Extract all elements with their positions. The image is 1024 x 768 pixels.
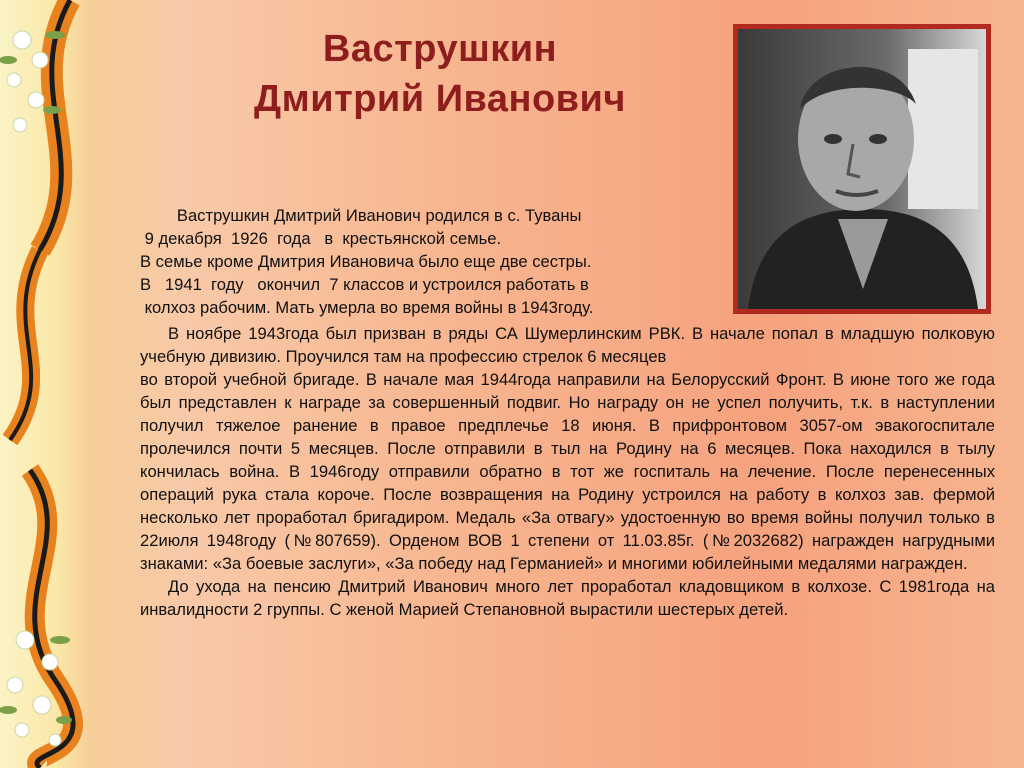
intro-line: В 1941 году окончил 7 классов и устроился работать в: [140, 275, 589, 294]
paragraph-service: В ноябре 1943года был призван в ряды СА Шумерлинским РВК. В начале попал в младшую полковую учебную дивизию. Проучился там на профессию стрелок 6 месяцев: [140, 324, 995, 366]
portrait-photo-icon: [738, 29, 986, 309]
intro-line: колхоз рабочим. Мать умерла во время войны в 1943году.: [140, 298, 594, 317]
title-surname: Ваструшкин: [322, 28, 558, 70]
biography-text: [140, 322, 995, 621]
page-title: [200, 24, 680, 124]
portrait-frame: [733, 24, 991, 314]
paragraph-war: во второй учебной бригаде. В начале мая 1944года направили на Белорусский Фронт. В июне того же года был представлен к награде за совершенный подвиг. Но награду он не успел получить, т.к. в наступлении получил тяжелое ранение в правое предплечье 18 июня. В прифронтовом 3057-ом эвакогоспитале пролечился почти 5 месяцев. После отправили в тыл на Родину на 6 месяцев. Пока находился в тылу кончилась война. В 1946году отправили обратно в тот же госпиталь на лечение. После перенесенных операций рука стала короче. После возвращения на Родину устроился на работу в колхоз зав. фермой несколько лет проработал бригадиром. Медаль «За отвагу» удостоенную во время войны получил только в 22июля 1948году (№807659). Орденом ВОВ 1 степени от 11.03.85г. (№2032682) награжден нагрудными знаками: «За боевые заслуги», «За победу над Германией» и многими юбилейными медалями награжден.: [140, 370, 995, 573]
title-name: Дмитрий Иванович: [254, 78, 626, 120]
st-george-ribbon-icon: [0, 0, 100, 768]
paragraph-later-life: До ухода на пенсию Дмитрий Иванович много лет проработал кладовщиком в колхозе. С 1981года на инвалидности 2 группы. С женой Марией Степановной вырастили шестерых детей.: [140, 577, 995, 619]
intro-line: В семье кроме Дмитрия Ивановича было еще две сестры.: [140, 252, 592, 271]
intro-line: 9 декабря 1926 года в крестьянской семье.: [140, 229, 502, 248]
intro-text: [140, 204, 700, 319]
intro-line: Ваструшкин Дмитрий Иванович родился в с. Туваны: [140, 206, 582, 225]
